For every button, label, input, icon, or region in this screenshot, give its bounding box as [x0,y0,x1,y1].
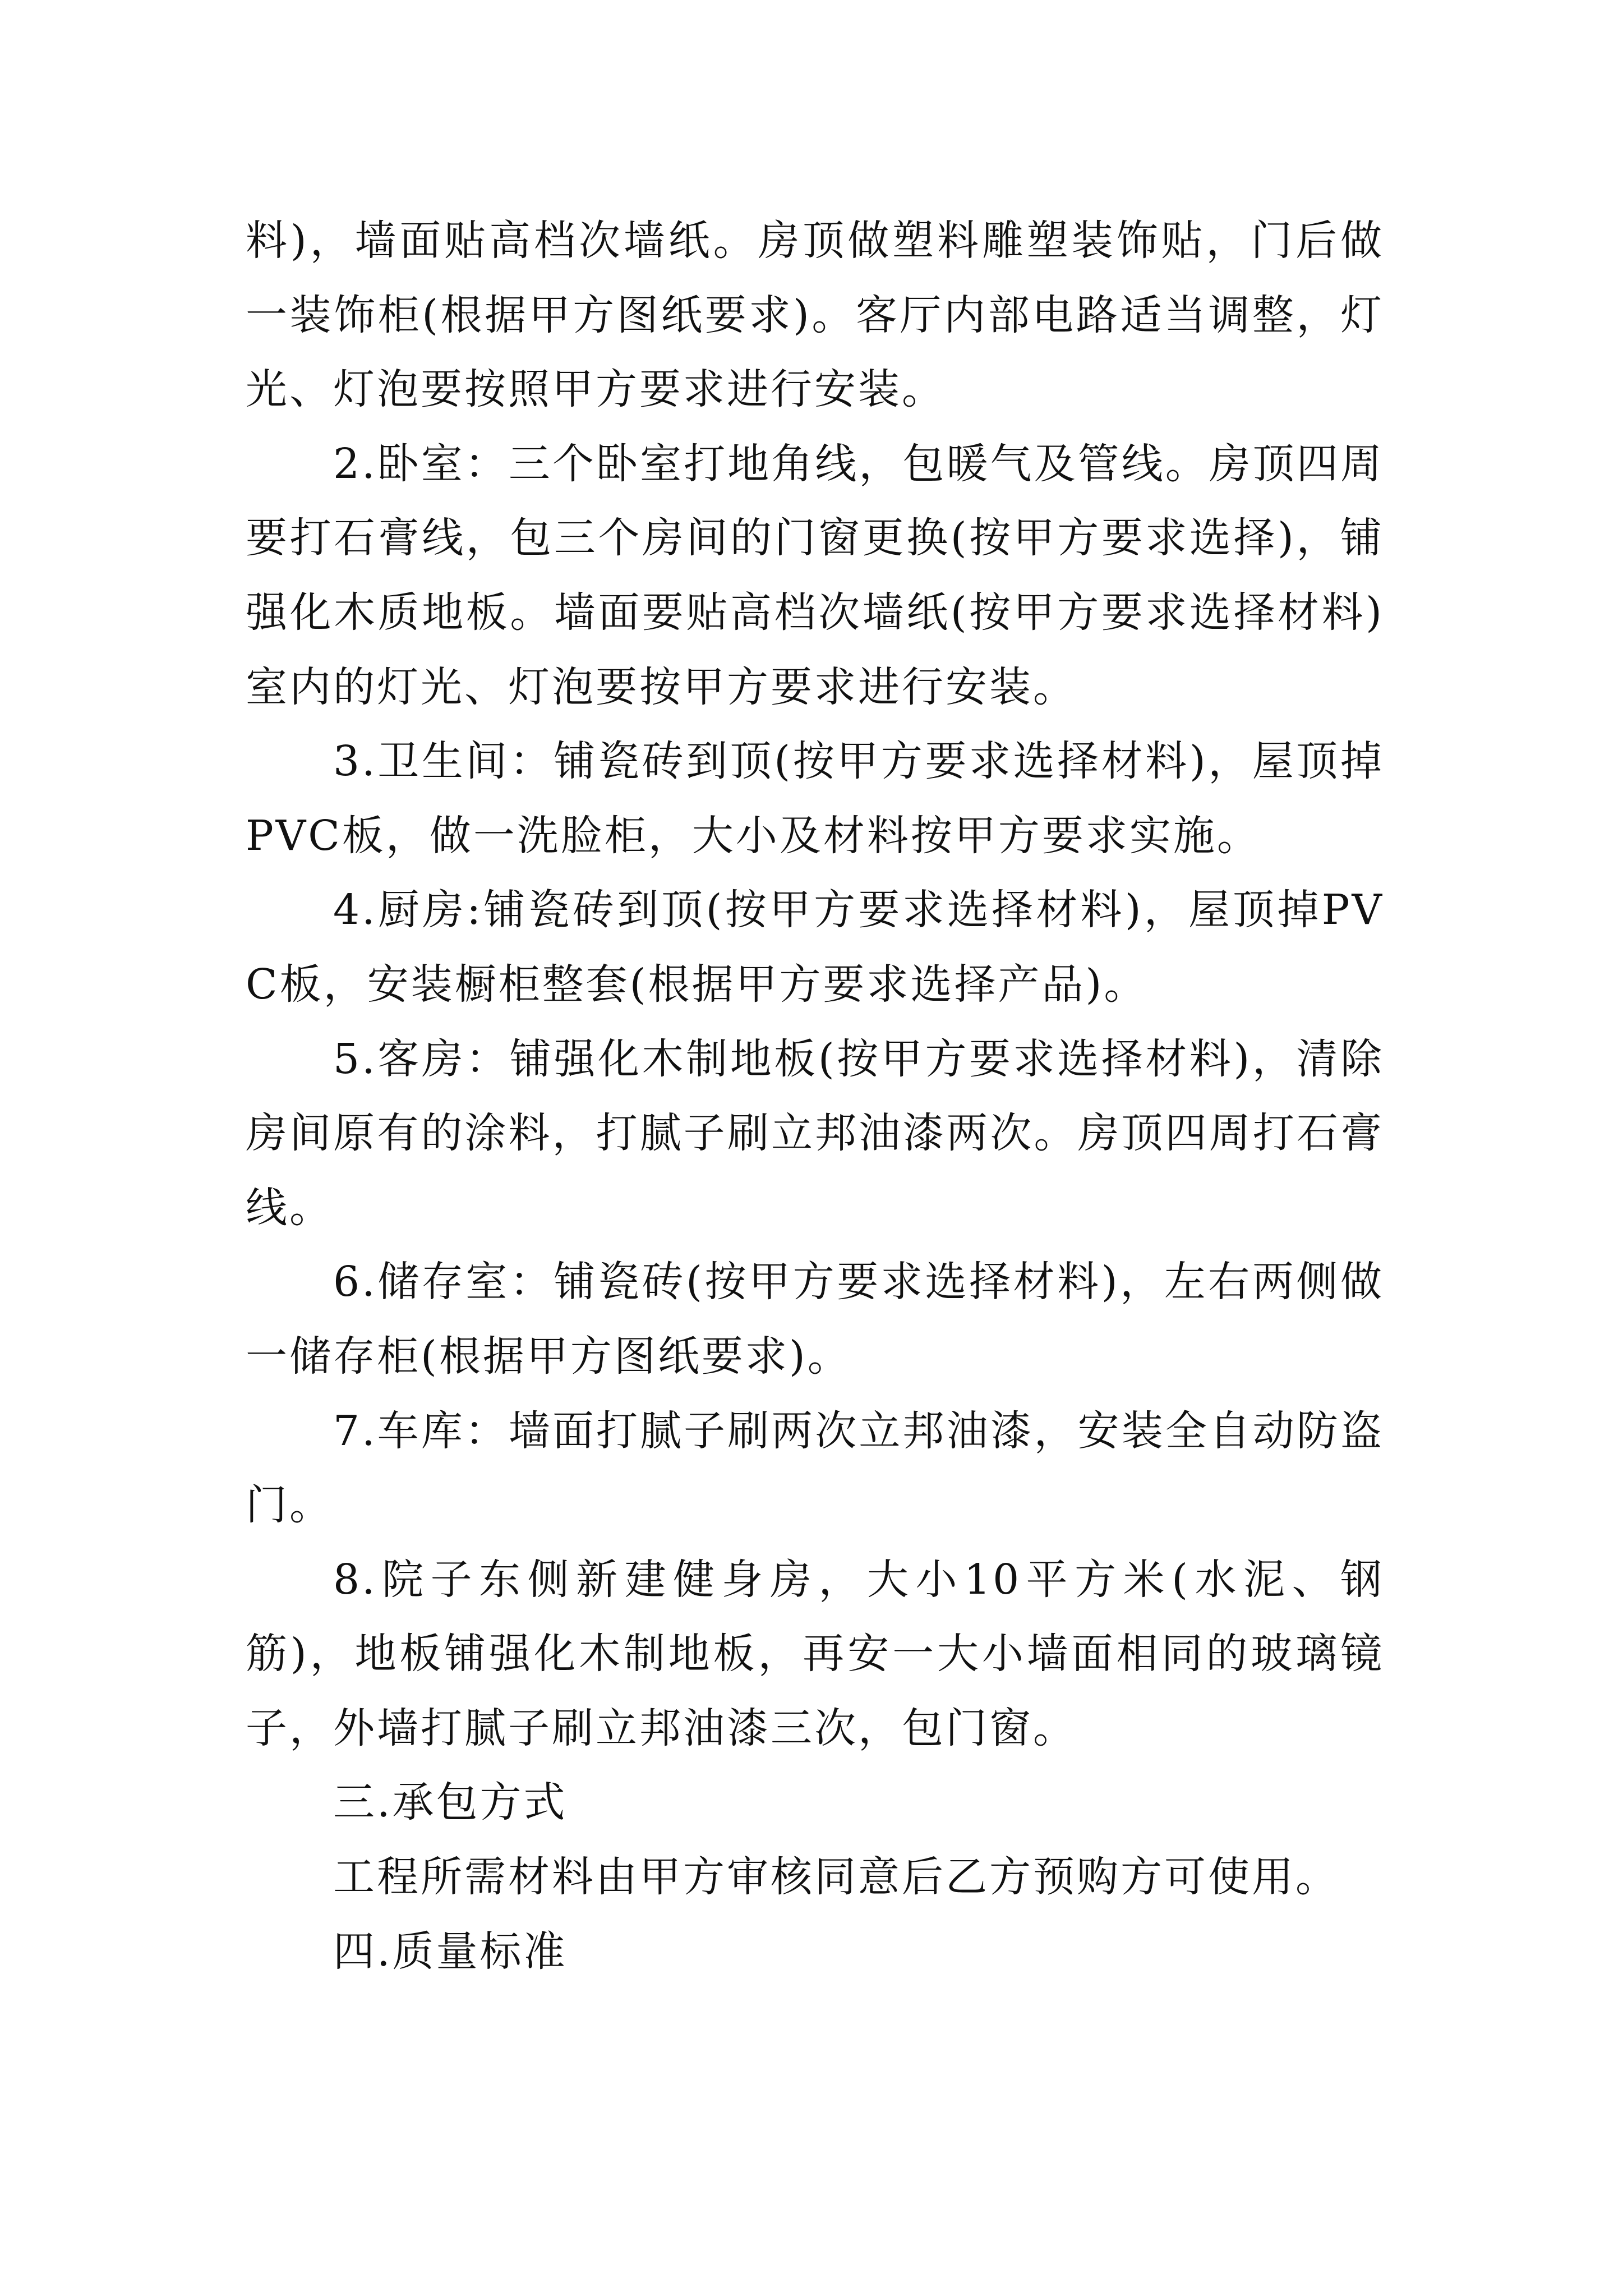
section-heading-quality-standard: 四.质量标准 [333,1927,568,1976]
paragraph-guest-room: 5.客房：铺强化木制地板(按甲方要求选择材料)，清除房间原有的涂料，打腻子刷立邦油漆两次。房顶四周打石膏线。 [246,1034,1384,1232]
paragraph-gym: 8.院子东侧新建健身房，大小10平方米(水泥、钢筋)，地板铺强化木制地板，再安一大小墙面相同的玻璃镜子，外墙打腻子刷立邦油漆三次，包门窗。 [246,1555,1384,1752]
paragraph-garage: 7.车库：墙面打腻子刷两次立邦油漆，安装全自动防盗门。 [246,1406,1384,1530]
paragraph-kitchen: 4.厨房:铺瓷砖到顶(按甲方要求选择材料)，屋顶掉PVC板，安装橱柜整套(根据甲方要求选择产品)。 [246,886,1384,1009]
document-body [246,204,1384,1989]
paragraph-materials: 工程所需材料由甲方审核同意后乙方预购方可使用。 [333,1853,1339,1902]
paragraph-bedroom: 2.卧室：三个卧室打地角线，包暖气及管线。房顶四周要打石膏线，包三个房间的门窗更换(按甲方要求选择)，铺强化木质地板。墙面要贴高档次墙纸(按甲方要求选择材料)室内的灯光、灯泡要按甲方要求进行安装。 [246,439,1384,711]
paragraph-bathroom: 3.卫生间：铺瓷砖到顶(按甲方要求选择材料)，屋顶掉PVC板，做一洗脸柜，大小及材料按甲方要求实施。 [246,737,1384,860]
paragraph-storage-room: 6.储存室：铺瓷砖(按甲方要求选择材料)，左右两侧做一储存柜(根据甲方图纸要求)。 [246,1258,1384,1381]
paragraph-living-room-continued: 料)，墙面贴高档次墙纸。房顶做塑料雕塑装饰贴，门后做一装饰柜(根据甲方图纸要求)。客厅内部电路适当调整，灯光、灯泡要按照甲方要求进行安装。 [246,217,1384,414]
section-heading-contract-method: 三.承包方式 [333,1778,568,1827]
